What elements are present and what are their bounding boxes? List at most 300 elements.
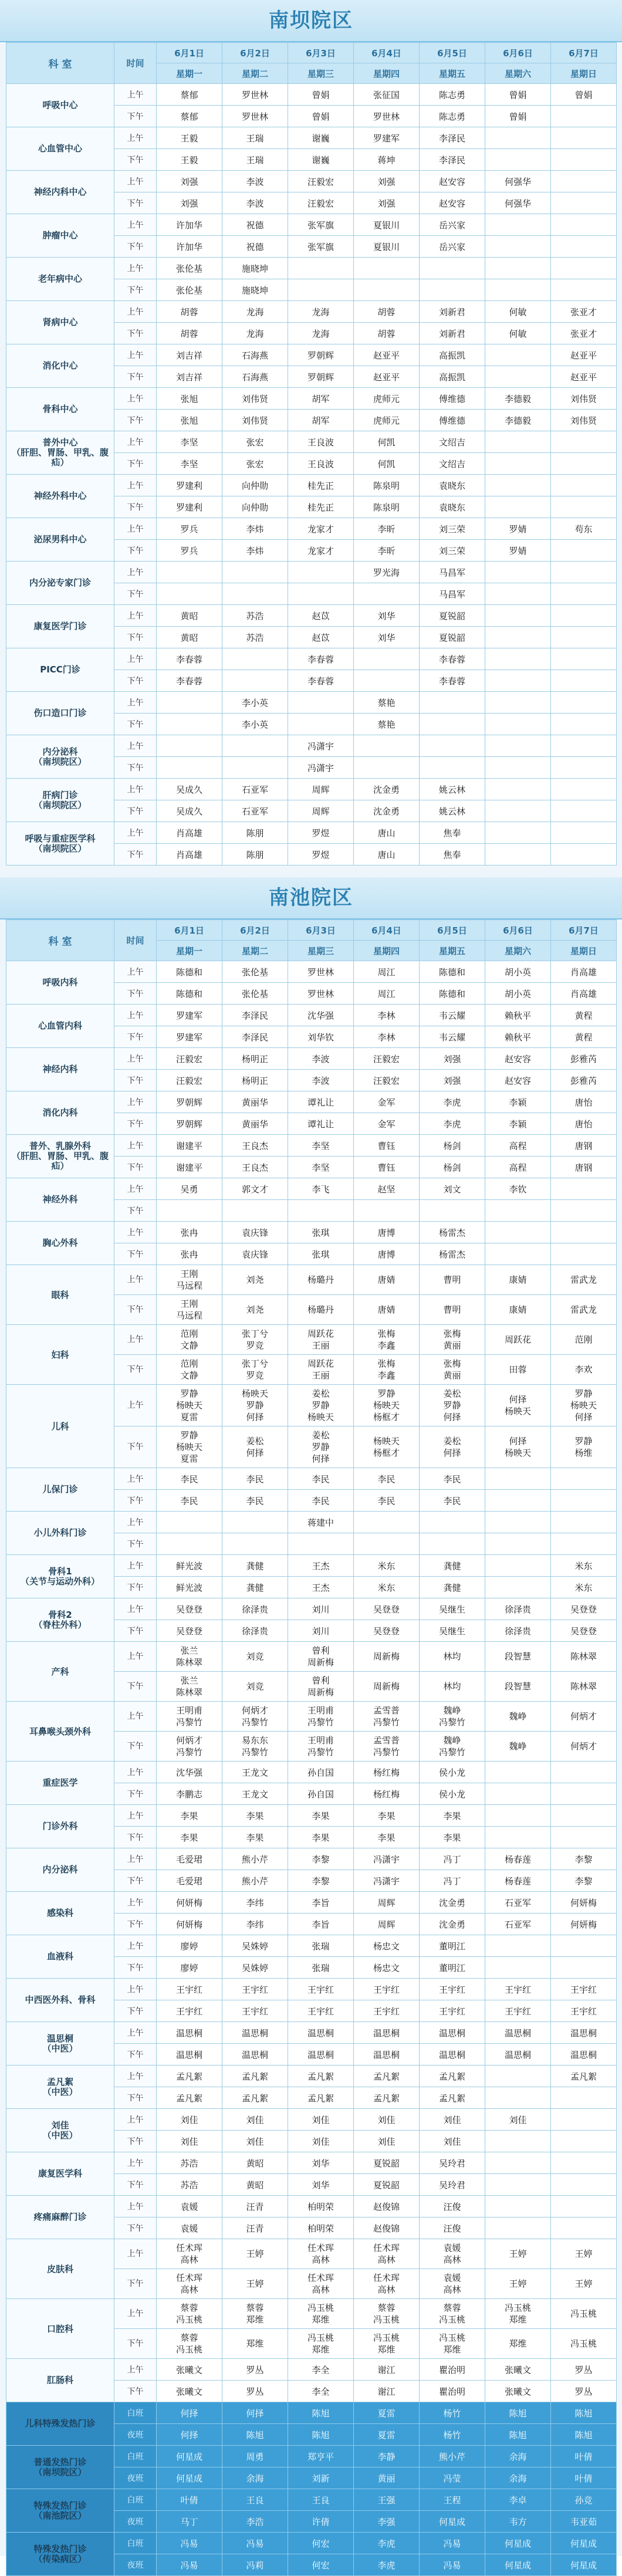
doctor-cell: 任术珲 高林 <box>288 2269 354 2299</box>
time-slot: 下午 <box>114 2329 157 2359</box>
schedule-row <box>6 1762 617 1783</box>
doctor-cell: 李昕 <box>354 518 420 540</box>
doctor-cell: 刘三荣 <box>420 518 485 540</box>
dept-name: 产科 <box>6 1642 114 1702</box>
doctor-cell <box>485 692 551 714</box>
doctor-cell: 焦奉 <box>420 844 485 866</box>
dept-name: 口腔科 <box>6 2299 114 2359</box>
doctor-cell: 雷武龙 <box>551 1265 617 1295</box>
schedule-row <box>6 258 617 279</box>
dept-name: 门诊外科 <box>6 1805 114 1848</box>
doctor-cell: 李春蓉 <box>420 670 485 692</box>
doctor-cell: 李果 <box>222 1827 288 1848</box>
doctor-cell: 汪毅宏 <box>354 1048 420 1070</box>
doctor-cell: 肖高雄 <box>551 983 617 1005</box>
doctor-cell: 张亚才 <box>551 323 617 344</box>
doctor-cell: 蔡蓉 冯玉桃 <box>157 2329 222 2359</box>
doctor-cell: 唐婧 <box>354 1265 420 1295</box>
doctor-cell: 吴玲君 <box>420 2152 485 2174</box>
doctor-cell: 陈旭 <box>222 2424 288 2446</box>
doctor-cell: 刘伟贤 <box>222 388 288 410</box>
time-slot: 上午 <box>114 735 157 757</box>
doctor-cell: 马昌军 <box>420 562 485 583</box>
doctor-cell: 曾娟 <box>485 84 551 106</box>
doctor-cell <box>354 757 420 779</box>
doctor-cell: 刘强 <box>420 1070 485 1091</box>
doctor-cell: 蔡郁 <box>157 106 222 127</box>
doctor-cell <box>551 2196 617 2217</box>
doctor-cell: 范刚 <box>551 1325 617 1355</box>
doctor-cell: 袁庆锋 <box>222 1222 288 1243</box>
doctor-cell: 李果 <box>157 1805 222 1827</box>
doctor-cell: 刘新君 <box>420 301 485 323</box>
doctor-cell: 张丁兮 罗竞 <box>222 1355 288 1385</box>
doctor-cell <box>551 735 617 757</box>
doctor-cell: 黄丽 <box>354 2467 420 2489</box>
time-slot: 上午 <box>114 475 157 496</box>
doctor-cell: 李果 <box>420 1827 485 1848</box>
header-weekday: 星期日 <box>551 941 617 961</box>
doctor-cell: 谭礼让 <box>288 1113 354 1135</box>
doctor-cell: 李泽民 <box>420 127 485 149</box>
doctor-cell: 赖秋平 <box>485 1005 551 1026</box>
doctor-cell: 李钦 <box>485 1178 551 1200</box>
doctor-cell: 罗婧 <box>485 540 551 562</box>
doctor-cell: 何炳才 冯黎竹 <box>157 1732 222 1762</box>
doctor-cell: 罗静 杨映天 杨框才 <box>354 1385 420 1426</box>
doctor-cell: 李春蓉 <box>157 648 222 670</box>
doctor-cell: 许倩 <box>288 2511 354 2533</box>
dept-name: 小儿外科门诊 <box>6 1512 114 1555</box>
doctor-cell: 王瑞 <box>222 149 288 171</box>
schedule-row <box>6 1222 617 1243</box>
shift-label: 白班 <box>114 2533 157 2554</box>
doctor-cell: 王良 <box>222 2489 288 2511</box>
schedule-row <box>6 1979 617 2000</box>
doctor-cell: 陈朋 <box>222 822 288 844</box>
schedule-row <box>6 822 617 844</box>
doctor-cell: 魏峥 <box>485 1732 551 1762</box>
doctor-cell: 张冉 <box>157 1243 222 1265</box>
doctor-cell: 任术珲 高林 <box>354 2269 420 2299</box>
time-slot: 下午 <box>114 1026 157 1048</box>
doctor-cell: 龚健 <box>420 1577 485 1598</box>
time-slot: 下午 <box>114 1490 157 1512</box>
schedule-row <box>6 562 617 583</box>
doctor-cell: 周勇 <box>222 2446 288 2467</box>
doctor-cell: 王宇红 <box>420 2000 485 2022</box>
doctor-cell: 段智慧 <box>485 1672 551 1702</box>
doctor-cell: 刘伟贤 <box>222 410 288 431</box>
doctor-cell: 罗静 杨映天 何择 <box>551 1385 617 1426</box>
doctor-cell <box>420 258 485 279</box>
time-slot: 上午 <box>114 1702 157 1732</box>
dept-name: 肛肠科 <box>6 2359 114 2402</box>
doctor-cell: 叶倩 <box>551 2446 617 2467</box>
doctor-cell: 何炳才 <box>551 1732 617 1762</box>
doctor-cell: 温思桐 <box>485 2022 551 2044</box>
doctor-cell: 龚健 <box>222 1577 288 1598</box>
doctor-cell: 叶倩 <box>157 2489 222 2511</box>
doctor-cell: 何星成 <box>485 2533 551 2554</box>
doctor-cell: 陈旭 <box>485 2402 551 2424</box>
doctor-cell: 温思桐 <box>551 2044 617 2065</box>
dept-name: 肿瘤中心 <box>6 214 114 258</box>
time-slot: 下午 <box>114 2044 157 2065</box>
time-slot: 上午 <box>114 171 157 192</box>
doctor-cell <box>288 258 354 279</box>
time-slot: 下午 <box>114 1426 157 1468</box>
dept-name: 中西医外科、骨科 <box>6 1979 114 2022</box>
doctor-cell: 赵安容 <box>420 192 485 214</box>
doctor-cell: 沈华强 <box>157 1762 222 1783</box>
header-date: 6月5日 <box>420 920 485 941</box>
schedule-table-nanchi <box>6 919 617 2576</box>
doctor-cell <box>485 475 551 496</box>
doctor-cell <box>485 2087 551 2109</box>
dept-name: 儿保门诊 <box>6 1468 114 1512</box>
dept-name: 骨科中心 <box>6 388 114 431</box>
time-slot: 下午 <box>114 2131 157 2152</box>
doctor-cell: 刘佳 <box>485 2109 551 2131</box>
doctor-cell <box>551 670 617 692</box>
doctor-cell <box>551 2152 617 2174</box>
doctor-cell: 冯玉桃 郑维 <box>420 2329 485 2359</box>
doctor-cell <box>551 779 617 800</box>
time-slot: 下午 <box>114 1672 157 1702</box>
doctor-cell: 罗静 杨维 <box>551 1426 617 1468</box>
doctor-cell: 孟雪普 冯黎竹 <box>354 1732 420 1762</box>
doctor-cell: 黄昭 <box>222 2174 288 2196</box>
doctor-cell: 虎师元 <box>354 410 420 431</box>
doctor-cell <box>485 1512 551 1533</box>
shift-label: 白班 <box>114 2489 157 2511</box>
doctor-cell: 傅维德 <box>420 410 485 431</box>
doctor-cell: 罗朝辉 <box>157 1091 222 1113</box>
doctor-cell: 罗兵 <box>157 518 222 540</box>
doctor-cell: 叶倩 <box>551 2467 617 2489</box>
doctor-cell <box>420 1512 485 1533</box>
doctor-cell: 温思桐 <box>222 2022 288 2044</box>
doctor-cell: 王宇红 <box>288 2000 354 2022</box>
schedule-row <box>6 1848 617 1870</box>
doctor-cell: 姜松 何择 <box>420 1426 485 1468</box>
doctor-cell: 何择 杨映天 <box>485 1426 551 1468</box>
doctor-cell: 温思桐 <box>157 2022 222 2044</box>
fever-clinic-name: 儿科特殊发热门诊 <box>6 2402 114 2446</box>
doctor-cell: 杨璐丹 <box>288 1265 354 1295</box>
doctor-cell: 胡蓉 <box>354 301 420 323</box>
doctor-cell: 何炳才 冯黎竹 <box>222 1702 288 1732</box>
doctor-cell <box>288 562 354 583</box>
header-date: 6月6日 <box>485 43 551 63</box>
header-weekday: 星期五 <box>420 63 485 84</box>
header-date: 6月1日 <box>157 920 222 941</box>
time-slot: 下午 <box>114 1157 157 1178</box>
time-slot: 上午 <box>114 1848 157 1870</box>
doctor-cell: 王刚 马远程 <box>157 1295 222 1325</box>
doctor-cell: 唐山 <box>354 822 420 844</box>
doctor-cell: 曹明 <box>420 1295 485 1325</box>
doctor-cell: 姜松 何择 <box>222 1426 288 1468</box>
doctor-cell: 张宏 <box>222 453 288 475</box>
doctor-cell: 王宇红 <box>354 1979 420 2000</box>
time-slot: 下午 <box>114 496 157 518</box>
doctor-cell: 王宇红 <box>157 1979 222 2000</box>
doctor-cell <box>157 1200 222 1222</box>
doctor-cell: 李民 <box>222 1490 288 1512</box>
doctor-cell: 赵亚平 <box>354 344 420 366</box>
doctor-cell: 徐泽贵 <box>222 1620 288 1642</box>
doctor-cell <box>157 757 222 779</box>
time-slot: 下午 <box>114 2381 157 2402</box>
doctor-cell <box>551 192 617 214</box>
doctor-cell: 陈旭 <box>288 2424 354 2446</box>
time-slot: 下午 <box>114 1870 157 1892</box>
doctor-cell: 汪毅宏 <box>288 192 354 214</box>
doctor-cell: 郑维 <box>222 2329 288 2359</box>
doctor-cell <box>551 562 617 583</box>
doctor-cell: 胡蓉 <box>157 323 222 344</box>
time-slot: 下午 <box>114 757 157 779</box>
doctor-cell: 唐博 <box>354 1243 420 1265</box>
doctor-cell <box>551 214 617 236</box>
time-slot: 下午 <box>114 1914 157 1935</box>
doctor-cell: 周江 <box>354 983 420 1005</box>
doctor-cell: 刘三荣 <box>420 540 485 562</box>
dept-name: 皮肤科 <box>6 2239 114 2299</box>
schedule-row <box>6 1892 617 1914</box>
dept-name: 普外中心 （肝胆、胃肠、甲乳、腹疝） <box>6 431 114 475</box>
doctor-cell: 黄程 <box>551 1026 617 1048</box>
doctor-cell: 胡军 <box>288 410 354 431</box>
time-slot: 下午 <box>114 1533 157 1555</box>
doctor-cell: 韦方 <box>485 2511 551 2533</box>
doctor-cell <box>485 258 551 279</box>
doctor-cell: 杨映天 杨框才 <box>354 1426 420 1468</box>
doctor-cell: 冯丁 <box>420 1848 485 1870</box>
doctor-cell: 罗世林 <box>288 961 354 983</box>
doctor-cell: 袁媛 高林 <box>420 2269 485 2299</box>
doctor-cell: 何妍梅 <box>157 1914 222 1935</box>
header-row-dates <box>6 43 617 63</box>
doctor-cell: 赵亚平 <box>551 344 617 366</box>
doctor-cell: 罗静 杨映天 夏雷 <box>157 1385 222 1426</box>
doctor-cell: 胡小英 <box>485 983 551 1005</box>
doctor-cell: 曹钰 <box>354 1157 420 1178</box>
doctor-cell: 施晓坤 <box>222 279 288 301</box>
doctor-cell: 范刚 文静 <box>157 1325 222 1355</box>
header-date: 6月3日 <box>288 920 354 941</box>
dept-name: 神经内科 <box>6 1048 114 1091</box>
doctor-cell: 冯潇宇 <box>354 1870 420 1892</box>
doctor-cell: 罗婧 <box>485 518 551 540</box>
doctor-cell: 李德毅 <box>485 410 551 431</box>
doctor-cell: 孟凡絮 <box>551 2065 617 2087</box>
header-weekday: 星期三 <box>288 941 354 961</box>
doctor-cell <box>551 149 617 171</box>
doctor-cell: 何星成 <box>420 2511 485 2533</box>
doctor-cell: 李飞 <box>288 1178 354 1200</box>
doctor-cell: 龙海 <box>222 301 288 323</box>
doctor-cell: 蔡蓉 郑维 <box>222 2299 288 2329</box>
doctor-cell: 袁晓东 <box>420 496 485 518</box>
doctor-cell: 李果 <box>157 1827 222 1848</box>
doctor-cell: 谢建平 <box>157 1157 222 1178</box>
doctor-cell: 罗丛 <box>551 2359 617 2381</box>
doctor-cell: 王宇红 <box>485 2000 551 2022</box>
doctor-cell: 金军 <box>354 1113 420 1135</box>
fever-clinic-name: 普通发热门诊 （南坝院区） <box>6 2446 114 2489</box>
doctor-cell: 张梅 李鑫 <box>354 1355 420 1385</box>
header-date: 6月4日 <box>354 43 420 63</box>
doctor-cell: 蒋建中 <box>288 1512 354 1533</box>
doctor-cell: 黄丽华 <box>222 1091 288 1113</box>
dept-name: 内分泌专家门诊 <box>6 562 114 605</box>
doctor-cell: 李果 <box>288 1827 354 1848</box>
dept-name: 呼吸内科 <box>6 961 114 1005</box>
time-slot: 下午 <box>114 670 157 692</box>
doctor-cell <box>222 562 288 583</box>
doctor-cell: 李小英 <box>222 692 288 714</box>
doctor-cell <box>551 844 617 866</box>
doctor-cell: 熊小芹 <box>222 1848 288 1870</box>
doctor-cell: 张梅 李鑫 <box>354 1325 420 1355</box>
doctor-cell <box>485 2196 551 2217</box>
doctor-cell: 吴姝婷 <box>222 1957 288 1979</box>
doctor-cell <box>222 1533 288 1555</box>
doctor-cell <box>485 844 551 866</box>
doctor-cell: 李果 <box>222 1805 288 1827</box>
doctor-cell: 曹明 <box>420 1265 485 1295</box>
doctor-cell: 姜松 罗静 杨映天 <box>288 1385 354 1426</box>
schedule-row <box>6 1048 617 1070</box>
doctor-cell: 杨春莲 <box>485 1870 551 1892</box>
doctor-cell <box>551 1178 617 1200</box>
doctor-cell: 罗世林 <box>222 84 288 106</box>
doctor-cell: 苏浩 <box>222 627 288 648</box>
doctor-cell <box>551 475 617 496</box>
doctor-cell: 夏锐韶 <box>420 605 485 627</box>
dept-name: 消化中心 <box>6 344 114 388</box>
schedule-row <box>6 475 617 496</box>
doctor-cell <box>485 779 551 800</box>
doctor-cell: 余海 <box>485 2446 551 2467</box>
doctor-cell: 苏浩 <box>157 2152 222 2174</box>
dept-name: 儿科 <box>6 1385 114 1468</box>
schedule-row <box>6 1325 617 1355</box>
doctor-cell: 黄昭 <box>157 605 222 627</box>
doctor-cell: 冯潇宇 <box>288 757 354 779</box>
doctor-cell: 石海燕 <box>222 344 288 366</box>
dept-name: 老年病中心 <box>6 258 114 301</box>
doctor-cell: 蔡艳 <box>354 714 420 735</box>
time-slot: 上午 <box>114 1762 157 1783</box>
time-slot: 上午 <box>114 388 157 410</box>
doctor-cell: 傅维德 <box>420 388 485 410</box>
doctor-cell: 温思桐 <box>288 2044 354 2065</box>
schedule-row <box>6 1468 617 1490</box>
doctor-cell: 周江 <box>354 961 420 983</box>
doctor-cell: 李林 <box>354 1026 420 1048</box>
doctor-cell: 向仲勋 <box>222 496 288 518</box>
doctor-cell: 王宇红 <box>551 2000 617 2022</box>
doctor-cell: 唐山 <box>354 844 420 866</box>
doctor-cell: 汪俊 <box>420 2217 485 2239</box>
doctor-cell: 谢江 <box>354 2381 420 2402</box>
time-slot: 上午 <box>114 301 157 323</box>
time-slot: 上午 <box>114 84 157 106</box>
doctor-cell: 肖高雄 <box>157 844 222 866</box>
time-slot: 下午 <box>114 1070 157 1091</box>
doctor-cell: 陈旭 <box>288 2402 354 2424</box>
doctor-cell: 余海 <box>485 2467 551 2489</box>
doctor-cell: 张伦基 <box>222 961 288 983</box>
doctor-cell <box>551 431 617 453</box>
schedule-row <box>6 2022 617 2044</box>
doctor-cell: 姚云林 <box>420 800 485 822</box>
schedule-row <box>6 431 617 453</box>
doctor-cell: 李坚 <box>157 431 222 453</box>
shift-label: 白班 <box>114 2402 157 2424</box>
doctor-cell: 龙家才 <box>288 540 354 562</box>
schedule-row <box>6 518 617 540</box>
doctor-cell <box>551 2217 617 2239</box>
doctor-cell <box>157 1533 222 1555</box>
doctor-cell <box>485 344 551 366</box>
doctor-cell: 冯易 <box>420 2554 485 2576</box>
dept-name: 疼痛麻醉门诊 <box>6 2196 114 2239</box>
doctor-cell: 袁媛 高林 <box>420 2239 485 2269</box>
dept-name: 康复医学科 <box>6 2152 114 2196</box>
doctor-cell: 米东 <box>354 1577 420 1598</box>
doctor-cell: 张曦文 <box>485 2359 551 2381</box>
header-weekday: 星期日 <box>551 63 617 84</box>
doctor-cell: 张梅 黄丽 <box>420 1355 485 1385</box>
doctor-cell: 罗煜 <box>288 844 354 866</box>
doctor-cell <box>157 1512 222 1533</box>
doctor-cell: 罗建军 <box>157 1026 222 1048</box>
doctor-cell: 李民 <box>288 1490 354 1512</box>
time-slot: 上午 <box>114 562 157 583</box>
doctor-cell: 孟凡絮 <box>222 2065 288 2087</box>
dept-name: 孟凡絮 （中医） <box>6 2065 114 2109</box>
doctor-cell: 李泽民 <box>222 1005 288 1026</box>
doctor-cell <box>354 1512 420 1533</box>
doctor-cell: 夏锐韶 <box>420 627 485 648</box>
doctor-cell: 熊小芹 <box>222 1870 288 1892</box>
doctor-cell: 施晓坤 <box>222 258 288 279</box>
doctor-cell: 何星成 <box>157 2446 222 2467</box>
time-slot: 上午 <box>114 2359 157 2381</box>
doctor-cell: 董明江 <box>420 1935 485 1957</box>
dept-name: 血液科 <box>6 1935 114 1979</box>
doctor-cell: 李春蓉 <box>288 648 354 670</box>
doctor-cell: 蔡郁 <box>157 84 222 106</box>
doctor-cell: 高程 <box>485 1157 551 1178</box>
doctor-cell: 徐泽贵 <box>222 1598 288 1620</box>
doctor-cell: 易东东 冯黎竹 <box>222 1732 288 1762</box>
doctor-cell: 周跃花 王丽 <box>288 1325 354 1355</box>
doctor-cell <box>551 1957 617 1979</box>
doctor-cell: 黄昭 <box>222 2152 288 2174</box>
doctor-cell: 何星成 <box>551 2554 617 2576</box>
doctor-cell <box>551 106 617 127</box>
doctor-cell: 夏银川 <box>354 236 420 258</box>
dept-name: 普外、乳腺外科 （肝胆、胃肠、甲乳、腹疝） <box>6 1135 114 1178</box>
header-weekday: 星期二 <box>222 63 288 84</box>
doctor-cell <box>551 2087 617 2109</box>
